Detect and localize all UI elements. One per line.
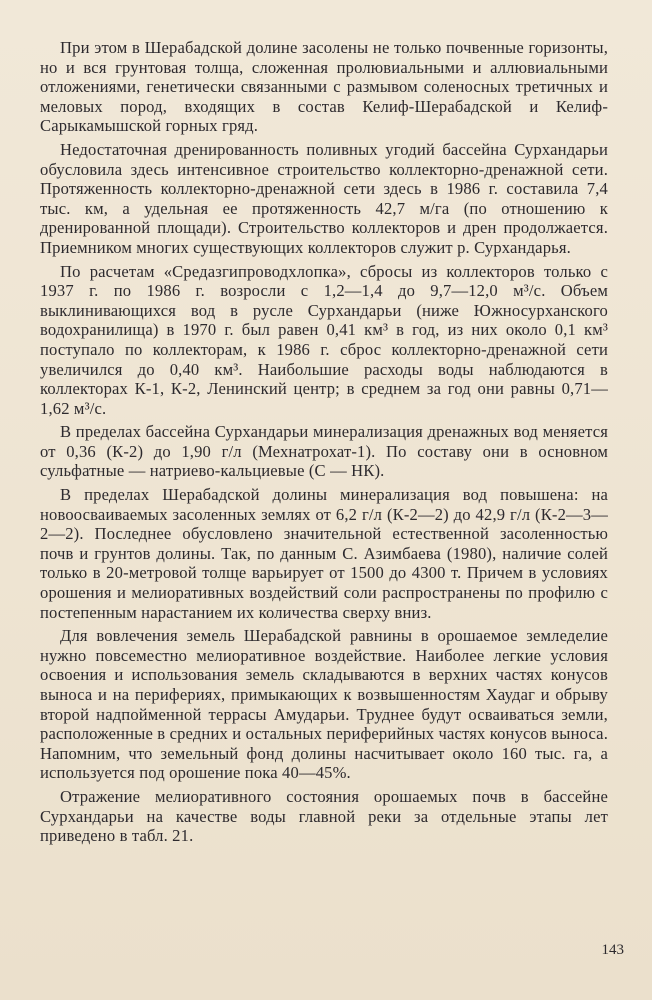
paragraph-7: Отражение мелиоративного состояния орошаемых почв в бассейне Сурхандарьи на качестве воды главной реки за отдельные этапы лет приведено в табл. 21.	[40, 786, 608, 846]
paragraph-6: Для вовлечения земель Шерабадской равнины в орошаемое земледелие нужно повсеместно мелиоративное воздействие. Наиболее легкие условия освоения и использования земель складываются в верхних частях конусов выноса и на перифериях, примыкающих к возвышенностям Хаудаг и обрыву второй надпойменной террасы Амударьи. Труднее будут осваиваться земли, расположенные в средних и остальных периферийных частях конусов выноса. Напомним, что земельный фонд долины насчитывает около 160 тыс. га, а используется под орошение пока 40—45%.	[40, 626, 608, 783]
page-number: 143	[601, 942, 624, 958]
paragraph-3: По расчетам «Средазгипроводхлопка», сбросы из коллекторов только с 1937 г. по 1986 г. возросли с 1,2—1,4 до 9,7—12,0 м³/с. Объем выклинивающихся вод в русле Сурхандарьи (ниже Южносурханского водохранилища) в 1970 г. был равен 0,41 км³ в год, из них около 0,1 км³ поступало по коллекторам, к 1986 г. сброс коллекторно-дренажной сети увеличился до 0,40 км³. Наибольшие расходы воды наблюдаются в коллекторах К-1, К-2, Ленинский центр; в среднем за год они равны 0,71—1,62 м³/с.	[40, 261, 608, 418]
paragraph-1: При этом в Шерабадской долине засолены не только почвенные горизонты, но и вся грунтовая толща, сложенная пролювиальными и аллювиальными отложениями, генетически связанными с размывом соленосных третичных и меловых пород, входящих в состав Келиф-Шерабадской и Келиф-Сарыкамышской горных гряд.	[40, 38, 608, 136]
paragraph-5: В пределах Шерабадской долины минерализация вод повышена: на новоосваиваемых засоленных землях от 6,2 г/л (К-2—2) до 42,9 г/л (К-2—3—2—2). Последнее обусловлено значительной естественной засоленностью почв и грунтов долины. Так, по данным С. Азимбаева (1980), наличие солей только в 20-метровой толще варьирует от 1500 до 4300 т. Причем в условиях орошения и мелиоративных воздействий соли распространены по профилю с постепенным нарастанием их количества сверху вниз.	[40, 485, 608, 622]
body-text	[40, 38, 608, 850]
paragraph-2: Недостаточная дренированность поливных угодий бассейна Сурхандарьи обусловила здесь интенсивное строительство коллекторно-дренажной сети. Протяженность коллекторно-дренажной сети здесь в 1986 г. составила 7,4 тыс. км, а удельная ее протяженность 42,7 м/га (по отношению к дренированной площади). Строительство коллекторов и дрен продолжается. Приемником многих существующих коллекторов служит р. Сурхандарья.	[40, 139, 608, 257]
paragraph-4: В пределах бассейна Сурхандарьи минерализация дренажных вод меняется от 0,36 (К-2) до 1,90 г/л (Мехнатрохат-1). По составу они в основном сульфатные — натриево-кальциевые (С — НК).	[40, 422, 608, 481]
